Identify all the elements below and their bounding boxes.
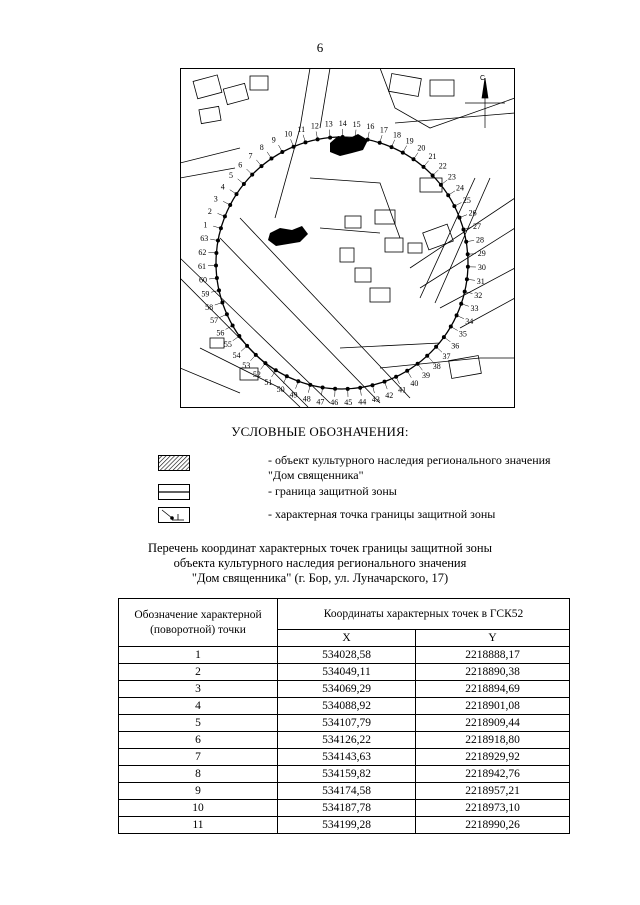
point-label: 30 [477, 263, 486, 273]
point-label: 15 [352, 119, 361, 129]
table-row [119, 647, 570, 664]
point-label: 7 [248, 151, 253, 161]
point-label: 20 [417, 143, 426, 153]
table-row [119, 817, 570, 834]
characteristic-point [231, 324, 235, 328]
point-label: 19 [405, 136, 414, 146]
point-label: 62 [198, 247, 207, 257]
point-label: 10 [284, 129, 293, 139]
point-label: 1 [203, 220, 208, 230]
point-label: 17 [379, 125, 388, 135]
point-label: 35 [458, 329, 467, 339]
point-label: 24 [456, 183, 464, 193]
legend-item-boundary [158, 484, 578, 502]
table-cell-n: 3 [119, 681, 278, 698]
list-title-line-3: "Дом священника" (г. Бор, ул. Луначарского, 17) [191, 571, 449, 585]
point-label: 2 [207, 207, 212, 217]
table-cell-y: 2218973,10 [416, 800, 570, 817]
point-label: 36 [451, 341, 460, 351]
characteristic-point [390, 145, 394, 149]
table-row [119, 800, 570, 817]
characteristic-point [235, 192, 239, 196]
table-cell-n: 6 [119, 732, 278, 749]
legend-text-boundary: - граница защитной зоны [268, 484, 397, 498]
table-cell-y: 2218918,80 [416, 732, 570, 749]
characteristic-point [237, 334, 241, 338]
point-label: 18 [393, 130, 401, 140]
table-row [119, 749, 570, 766]
point-label: 51 [264, 378, 273, 388]
table-cell-n: 5 [119, 715, 278, 732]
characteristic-point [292, 145, 296, 149]
header-point-designation: Обозначение характерной (поворотной) точки [119, 599, 278, 647]
protective-zone-map [180, 68, 515, 408]
point-label: 25 [462, 195, 471, 205]
table-cell-y: 2218929,92 [416, 749, 570, 766]
legend-text-point: - характерная точка границы защитной зоны [268, 507, 496, 521]
point-label: 11 [297, 125, 306, 134]
point-label: 52 [252, 370, 261, 380]
point-label: 23 [447, 172, 456, 182]
table-cell-y: 2218990,26 [416, 817, 570, 834]
table-cell-y: 2218888,17 [416, 647, 570, 664]
table-cell-n: 10 [119, 800, 278, 817]
table-row [119, 766, 570, 783]
table-row [119, 664, 570, 681]
point-label: 63 [200, 234, 209, 243]
table-row [119, 732, 570, 749]
point-label: 56 [216, 328, 225, 338]
point-label: 32 [474, 290, 483, 300]
table-row [119, 783, 570, 800]
point-label: 26 [468, 208, 477, 218]
table-cell-n: 7 [119, 749, 278, 766]
point-label: 53 [242, 361, 251, 371]
table-cell-y: 2218894,69 [416, 681, 570, 698]
point-label: 3 [213, 194, 218, 204]
point-label: 13 [324, 119, 333, 129]
point-label: 41 [398, 385, 407, 395]
table-cell-n: 2 [119, 664, 278, 681]
header-coordinates: Координаты характерных точек в ГСК52 [278, 599, 570, 630]
point-label: 12 [310, 121, 319, 131]
point-label: 21 [428, 152, 437, 162]
point-label: 8 [259, 142, 264, 152]
characteristic-point [401, 151, 405, 155]
point-label: 4 [220, 182, 225, 192]
point-label: 60 [199, 275, 207, 285]
point-label: 27 [473, 221, 481, 231]
point-label: 28 [476, 235, 484, 245]
table-cell-x: 534143,63 [278, 749, 416, 766]
table-cell-y: 2218909,44 [416, 715, 570, 732]
page-number: 6 [316, 40, 324, 55]
point-label: 6 [238, 160, 243, 170]
table-cell-x: 534159,82 [278, 766, 416, 783]
table-cell-y: 2218890,38 [416, 664, 570, 681]
point-label: 38 [432, 362, 441, 372]
table-cell-y: 2218957,21 [416, 783, 570, 800]
legend-item-heritage-object [158, 453, 578, 485]
point-label: 16 [366, 121, 375, 131]
table-cell-x: 534107,79 [278, 715, 416, 732]
point-label: 22 [438, 161, 447, 171]
table-cell-x: 534049,11 [278, 664, 416, 681]
point-label: 54 [232, 351, 241, 361]
point-label: 55 [223, 340, 232, 350]
coordinates-list-title [0, 541, 640, 586]
list-title-line-1: Перечень координат характерных точек границы защитной зоны [147, 541, 493, 555]
table-cell-x: 534174,58 [278, 783, 416, 800]
list-title-line-2: объекта культурного наследия регионального значения [173, 556, 467, 570]
coordinates-table-body [119, 647, 570, 834]
point-label: 57 [210, 315, 219, 325]
table-cell-x: 534199,28 [278, 817, 416, 834]
point-label: 44 [358, 397, 367, 407]
legend-text-heritage-object: - объект культурного наследия регионального значения "Дом священника" [268, 453, 551, 482]
table-cell-x: 534088,92 [278, 698, 416, 715]
point-label: 43 [371, 394, 380, 404]
point-label: 39 [422, 371, 430, 380]
point-label: 47 [316, 397, 325, 407]
legend-title: УСЛОВНЫЕ ОБОЗНАЧЕНИЯ: [231, 424, 409, 439]
table-cell-x: 534187,78 [278, 800, 416, 817]
point-label: 48 [302, 394, 311, 404]
table-cell-n: 4 [119, 698, 278, 715]
point-label: 49 [289, 390, 298, 400]
table-cell-n: 9 [119, 783, 278, 800]
table-cell-n: 1 [119, 647, 278, 664]
table-row [119, 698, 570, 715]
point-label: 37 [442, 352, 451, 362]
coordinates-table [118, 598, 570, 834]
table-cell-n: 8 [119, 766, 278, 783]
point-label: 58 [205, 302, 214, 312]
point-label: 31 [476, 277, 485, 287]
north-label: С [480, 75, 486, 82]
table-cell-n: 11 [119, 817, 278, 834]
point-label: 46 [330, 398, 339, 407]
legend-item-point [158, 507, 578, 525]
table-cell-y: 2218942,76 [416, 766, 570, 783]
boundary-line-icon [158, 484, 190, 500]
point-label: 59 [201, 289, 210, 299]
table-cell-x: 534069,29 [278, 681, 416, 698]
table-row [119, 681, 570, 698]
characteristic-point [366, 138, 370, 142]
table-cell-x: 534028,58 [278, 647, 416, 664]
header-y: Y [416, 630, 570, 647]
point-label: 5 [229, 171, 233, 181]
point-label: 29 [477, 249, 486, 259]
hatched-rectangle-icon [158, 455, 190, 471]
point-label: 9 [271, 135, 276, 145]
characteristic-point-icon [158, 507, 190, 523]
header-x: X [278, 630, 416, 647]
point-label: 42 [385, 390, 394, 400]
point-label: 61 [198, 261, 206, 271]
point-label: 50 [276, 384, 285, 394]
table-cell-y: 2218901,08 [416, 698, 570, 715]
table-cell-x: 534126,22 [278, 732, 416, 749]
point-label: 14 [338, 119, 347, 128]
point-label: 45 [344, 398, 353, 407]
table-row [119, 715, 570, 732]
point-label: 40 [410, 378, 419, 388]
point-label: 33 [470, 304, 479, 314]
point-label: 34 [465, 317, 474, 327]
